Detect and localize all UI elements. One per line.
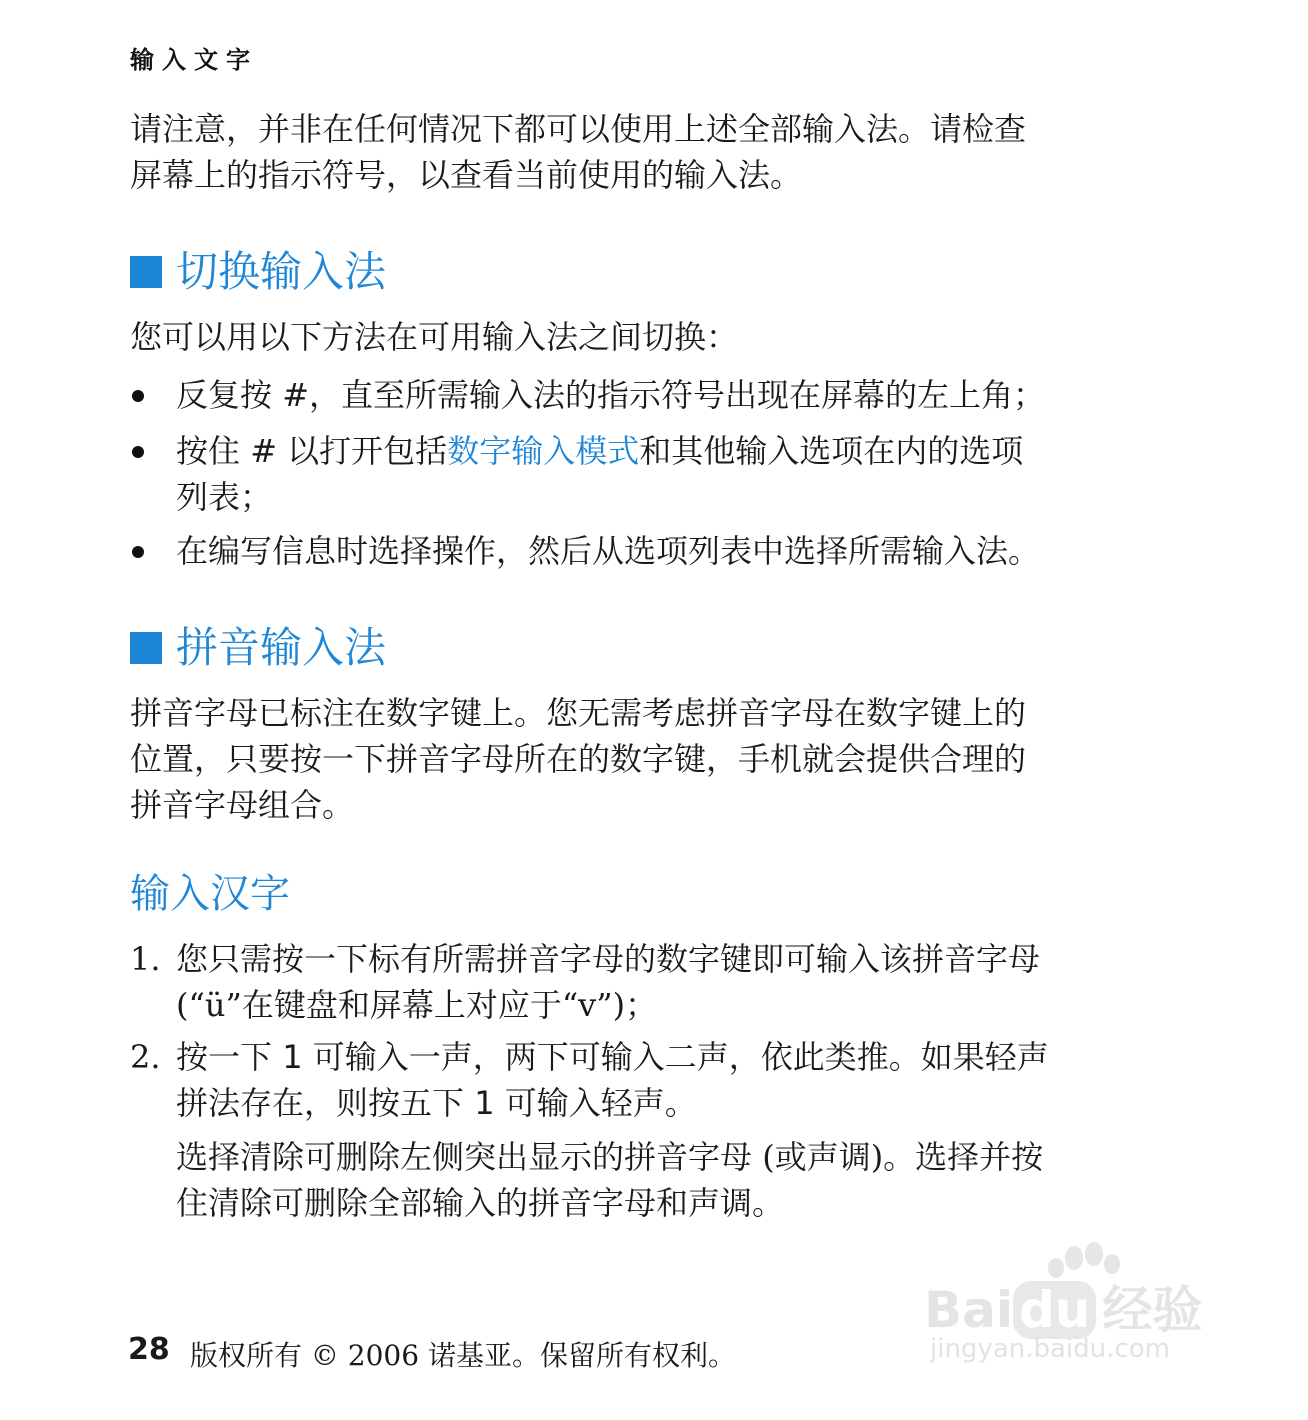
watermark-url: jingyan.baidu.com <box>930 1334 1170 1364</box>
numeric-mode-link[interactable]: 数字输入模式 <box>447 432 640 470</box>
key-label: 1 <box>474 1084 495 1122</box>
baidu-watermark <box>924 1240 1224 1370</box>
item-text: 可输入一声，两下可输入二声，依此类推。如果轻声 <box>302 1038 1049 1076</box>
item-number: 2. <box>130 1038 161 1076</box>
bullet-text: 和其他输入选项在内的选项 <box>639 432 1024 470</box>
section-title: 拼音输入法 <box>176 623 387 672</box>
item-text: 按一下 <box>176 1038 283 1076</box>
numbered-item <box>130 1034 1190 1126</box>
copyright-notice: 版权所有 © 2006 诺基亚。保留所有权利。 <box>190 1339 736 1372</box>
bullet-text: 列表； <box>176 478 273 516</box>
bullet-text: 按住 <box>176 432 251 470</box>
bullet-dot-icon <box>132 546 144 558</box>
bullet-dot-icon <box>132 390 144 402</box>
page-number: 28 <box>128 1332 170 1367</box>
section-heading-switch <box>130 244 386 300</box>
subsection-heading-hanzi: 输入汉字 <box>130 871 290 917</box>
note-text: 选择 <box>176 1138 241 1176</box>
item-number: 1. <box>130 940 161 978</box>
clear-note <box>176 1134 1186 1226</box>
note-text: 可删除左侧突出显示的拼音字母 (或声调)。选择并按 <box>304 1138 1044 1176</box>
item-text: 拼法存在，则按五下 <box>176 1084 475 1122</box>
pinyin-line: 拼音字母已标注在数字键上。您无需考虑拼音字母在数字键上的 <box>130 694 1027 732</box>
bullet-text: ，直至所需输入法的指示符号出现在屏幕的左上角； <box>309 376 1046 414</box>
list-item <box>130 528 1190 574</box>
key-label: 1 <box>282 1038 303 1076</box>
list-item <box>130 372 1190 418</box>
pinyin-line: 拼音字母组合。 <box>130 786 355 824</box>
numbered-item <box>130 936 1190 1028</box>
square-bullet-icon <box>130 256 162 288</box>
key-label: # <box>250 432 277 470</box>
pinyin-paragraph <box>130 690 1190 828</box>
pinyin-line: 位置，只要按一下拼音字母所在的数字键，手机就会提供合理的 <box>130 740 1027 778</box>
intro-line: 屏幕上的指示符号，以查看当前使用的输入法。 <box>130 156 803 194</box>
item-text: 您只需按一下标有所需拼音字母的数字键即可输入该拼音字母 <box>176 940 1041 978</box>
item-text: (“ü”在键盘和屏幕上对应于“v”)； <box>176 986 658 1024</box>
bullet-text: 以打开包括 <box>277 432 448 470</box>
key-label: # <box>282 376 309 414</box>
note-text: 可删除全部输入的拼音字母和声调。 <box>272 1184 785 1222</box>
key-label: 操作 <box>432 532 497 570</box>
section-heading-pinyin <box>130 620 386 676</box>
watermark-brand: Bai <box>924 1281 1013 1339</box>
switch-lead: 您可以用以下方法在可用输入法之间切换： <box>130 318 739 356</box>
running-header: 输入文字 <box>130 46 258 74</box>
bullet-text: 在编写信息时选择 <box>176 532 433 570</box>
note-text: 住 <box>176 1184 209 1222</box>
key-label: 清除 <box>208 1184 273 1222</box>
bullet-dot-icon <box>132 446 144 458</box>
intro-line: 请注意，并非在任何情况下都可以使用上述全部输入法。请检查 <box>130 110 1027 148</box>
watermark-brand: 经验 <box>1102 1281 1203 1339</box>
watermark-brand: du <box>1013 1281 1096 1339</box>
section-title: 切换输入法 <box>176 247 387 296</box>
intro-paragraph <box>130 106 1190 198</box>
square-bullet-icon <box>130 632 162 664</box>
key-label: 清除 <box>240 1138 305 1176</box>
list-item <box>130 428 1190 520</box>
bullet-text: ，然后从选项列表中选择所需输入法。 <box>496 532 1041 570</box>
item-text: 可输入轻声。 <box>494 1084 697 1122</box>
bullet-text: 反复按 <box>176 376 283 414</box>
